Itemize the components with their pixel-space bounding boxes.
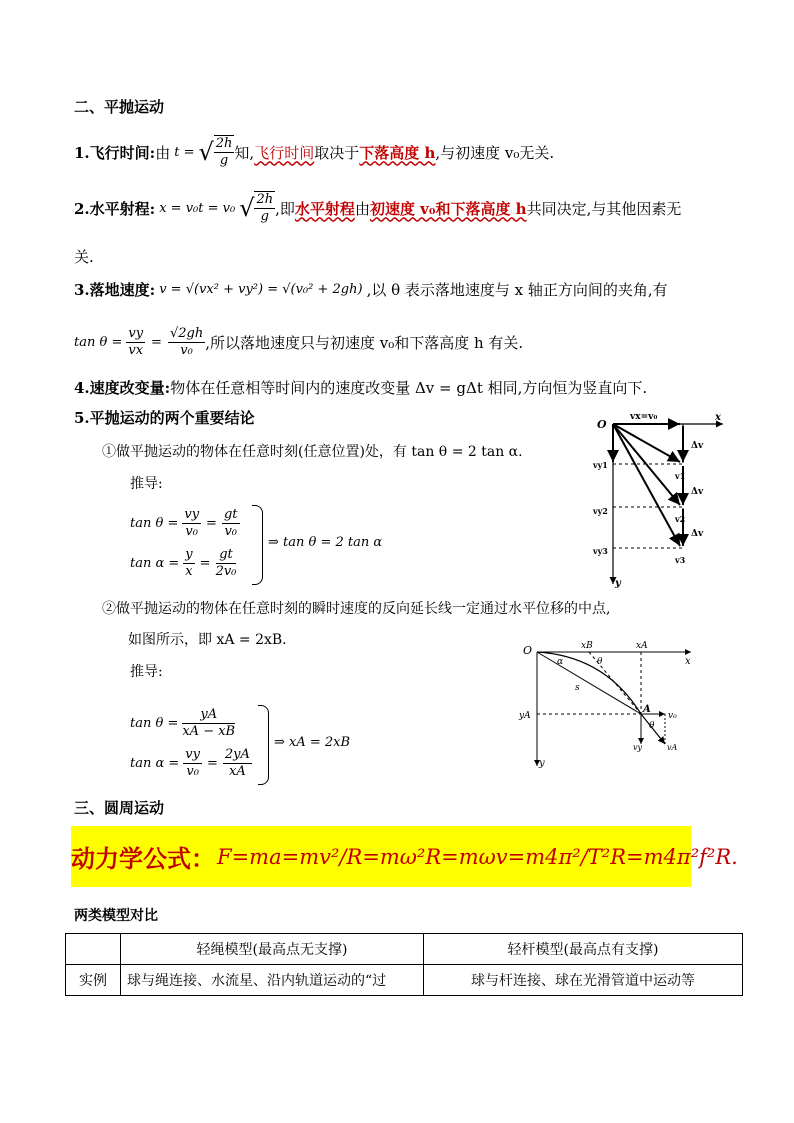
tan-theta-lhs: tan θ = bbox=[130, 715, 179, 731]
fraction bbox=[214, 135, 235, 169]
fraction bbox=[222, 507, 240, 540]
origin-label: O bbox=[597, 418, 607, 431]
item-text: ,以 θ 表示落地速度与 x 轴正方向间的夹角,有 bbox=[366, 281, 668, 299]
numerator: √2gh bbox=[169, 325, 204, 341]
item-text: 物体在任意相等时间内的速度改变量 Δv = gΔt 相同,方向恒为竖直向下. bbox=[170, 379, 648, 397]
denominator: g bbox=[260, 209, 269, 224]
denominator: v₀ bbox=[180, 342, 193, 358]
v3-label: v3 bbox=[675, 555, 686, 565]
numerator: 2h bbox=[256, 192, 274, 207]
item-text: 共同决定,与其他因素无 bbox=[526, 199, 682, 218]
denominator: vx bbox=[128, 342, 144, 358]
theta-label: θ bbox=[597, 657, 603, 667]
equals-sign: = bbox=[206, 515, 217, 531]
item-text: 由 bbox=[155, 143, 171, 162]
brace bbox=[252, 505, 263, 585]
item-landing-speed bbox=[74, 279, 668, 300]
denominator: v₀ bbox=[185, 523, 198, 539]
yA-label: yA bbox=[519, 711, 531, 721]
tan-alpha-lhs: tan α = bbox=[130, 755, 180, 771]
item-velocity-change bbox=[74, 377, 647, 398]
table-cell: 实例 bbox=[66, 965, 121, 996]
point-A-label: A bbox=[643, 704, 651, 715]
derivation-2-result: ⇒ xA = 2xB bbox=[274, 735, 351, 750]
denominator: v₀ bbox=[224, 523, 237, 539]
fraction bbox=[126, 326, 145, 359]
comparison-table bbox=[65, 933, 743, 996]
item-text: ,与初速度 v₀无关. bbox=[435, 143, 555, 162]
v2-label: v2 bbox=[675, 514, 686, 524]
numerator: 2yA bbox=[224, 746, 250, 762]
item-text: 知, bbox=[234, 143, 255, 162]
conclusion-2: ②做平抛运动的物体在任意时刻的瞬时速度的反向延长线一定通过水平位移的中点, bbox=[102, 601, 611, 617]
numerator: yA bbox=[182, 707, 235, 724]
denominator: x bbox=[185, 563, 193, 579]
derivation-label: 推导: bbox=[130, 664, 163, 680]
tan-alpha-lhs: tan α = bbox=[130, 555, 180, 571]
figure-velocity-vectors bbox=[585, 408, 735, 590]
vy3-label: vy3 bbox=[593, 546, 608, 556]
numerator: gt bbox=[223, 506, 238, 522]
denominator: 2v₀ bbox=[215, 563, 237, 579]
item-label: 4.速度改变量: bbox=[74, 379, 171, 397]
brace bbox=[258, 705, 269, 785]
item-text: ,所以落地速度只与初速度 v₀和下落高度 h 有关. bbox=[205, 333, 524, 352]
term-highlight: 飞行时间 bbox=[254, 143, 315, 162]
denominator: g bbox=[219, 153, 229, 168]
banner-label: 动力学公式： bbox=[71, 845, 215, 873]
origin-label: O bbox=[523, 644, 533, 657]
table-row bbox=[66, 965, 743, 996]
denominator: xA − xB bbox=[182, 723, 236, 739]
x-label: x bbox=[715, 412, 721, 423]
term-highlight: 初速度 v₀和下落高度 h bbox=[369, 199, 527, 218]
fraction bbox=[182, 707, 235, 740]
term-highlight: 下落高度 h bbox=[359, 143, 436, 162]
numerator: vy bbox=[185, 746, 200, 762]
theta-label: θ bbox=[649, 721, 655, 731]
figure-displacement bbox=[515, 638, 695, 770]
derivation-1 bbox=[130, 503, 260, 583]
vy2-label: vy2 bbox=[593, 506, 608, 516]
item-two-conclusions: 5.平抛运动的两个重要结论 bbox=[74, 409, 255, 427]
vy-label: vy bbox=[633, 743, 643, 752]
fraction bbox=[223, 747, 252, 780]
section-heading-pingpao: 二、平抛运动 bbox=[74, 98, 165, 116]
vx-label: vx=v₀ bbox=[630, 412, 658, 422]
conclusion-2-continued: 如图所示，即 xA = 2xB. bbox=[128, 632, 287, 648]
table-header-row bbox=[66, 934, 743, 965]
item-text: 取决于 bbox=[314, 143, 360, 162]
formula-lhs: tan θ = bbox=[74, 334, 123, 350]
fraction bbox=[216, 547, 237, 580]
numerator: vy bbox=[184, 506, 200, 522]
item-text: 由 bbox=[354, 199, 370, 218]
formula-lhs: t = bbox=[174, 144, 195, 160]
x-label: x bbox=[685, 656, 691, 667]
dv-label: Δv bbox=[691, 529, 704, 539]
fraction bbox=[182, 507, 201, 540]
comparison-title: 两类模型对比 bbox=[74, 908, 158, 924]
banner-formula: F=ma=mv²/R=mω²R=mωv=m4π²/T²R=m4π²f²R. bbox=[217, 844, 738, 869]
item-label: 3.落地速度: bbox=[74, 281, 156, 299]
sqrt-sign: √ bbox=[239, 194, 255, 222]
numerator: vy bbox=[128, 325, 144, 341]
dv-label: Δv bbox=[691, 487, 704, 497]
derivation-label: 推导: bbox=[130, 476, 163, 492]
table-cell: 球与绳连接、水流星、沿内轨道运动的“过 bbox=[121, 965, 424, 996]
denominator: v₀ bbox=[186, 763, 199, 779]
fraction bbox=[183, 547, 194, 580]
v1-label: v1 bbox=[675, 471, 686, 481]
section-heading-circular: 三、圆周运动 bbox=[74, 799, 165, 817]
table-header-cell: 轻绳模型(最高点无支撑) bbox=[121, 934, 424, 965]
denominator: xA bbox=[229, 763, 246, 779]
equals-sign: = bbox=[207, 755, 218, 771]
table-cell: 球与杆连接、球在光滑管道中运动等 bbox=[424, 965, 743, 996]
formula: x = v₀t = v₀ bbox=[159, 200, 236, 216]
table-header-cell: 轻杆模型(最高点有支撑) bbox=[424, 934, 743, 965]
fraction bbox=[183, 747, 202, 780]
y-label: y bbox=[615, 578, 621, 589]
formula: v = √(vx² + vy²) = √(v₀² + 2gh) bbox=[159, 282, 363, 297]
conclusion-1: ①做平抛运动的物体在任意时刻(任意位置)处，有 tan θ = 2 tan α. bbox=[102, 444, 523, 460]
dynamics-formula-banner bbox=[71, 826, 738, 887]
table-header-cell bbox=[66, 934, 121, 965]
item-text-continued: 关. bbox=[74, 248, 94, 266]
item-text: ,即 bbox=[275, 199, 295, 218]
xB-label: xB bbox=[581, 641, 593, 651]
v0-label: v₀ bbox=[668, 711, 677, 721]
xA-label: xA bbox=[636, 641, 648, 651]
item-label: 2.水平射程: bbox=[74, 199, 156, 218]
item-range bbox=[74, 188, 681, 228]
derivation-1-result: ⇒ tan θ = 2 tan α bbox=[268, 535, 383, 550]
item-label: 1.飞行时间: bbox=[74, 143, 156, 162]
y-label: y bbox=[539, 758, 545, 769]
item-flight-time bbox=[74, 132, 554, 172]
numerator: gt bbox=[216, 547, 237, 564]
vA-label: vA bbox=[667, 743, 678, 752]
sqrt-sign: √ bbox=[198, 138, 214, 166]
tan-theta-lhs: tan θ = bbox=[130, 515, 179, 531]
displacement-line bbox=[537, 652, 641, 714]
item-landing-angle bbox=[74, 320, 523, 364]
term-highlight: 水平射程 bbox=[294, 199, 355, 218]
equals-sign: = bbox=[151, 334, 162, 350]
numerator: 2h bbox=[215, 136, 233, 151]
vy1-label: vy1 bbox=[593, 460, 608, 470]
fraction bbox=[254, 191, 275, 225]
alpha-label: α bbox=[557, 657, 564, 667]
fraction bbox=[168, 326, 205, 359]
s-label: s bbox=[575, 683, 580, 693]
equals-sign: = bbox=[199, 555, 211, 571]
numerator: y bbox=[185, 546, 193, 562]
dv-label: Δv bbox=[691, 441, 704, 451]
derivation-2 bbox=[130, 703, 270, 783]
